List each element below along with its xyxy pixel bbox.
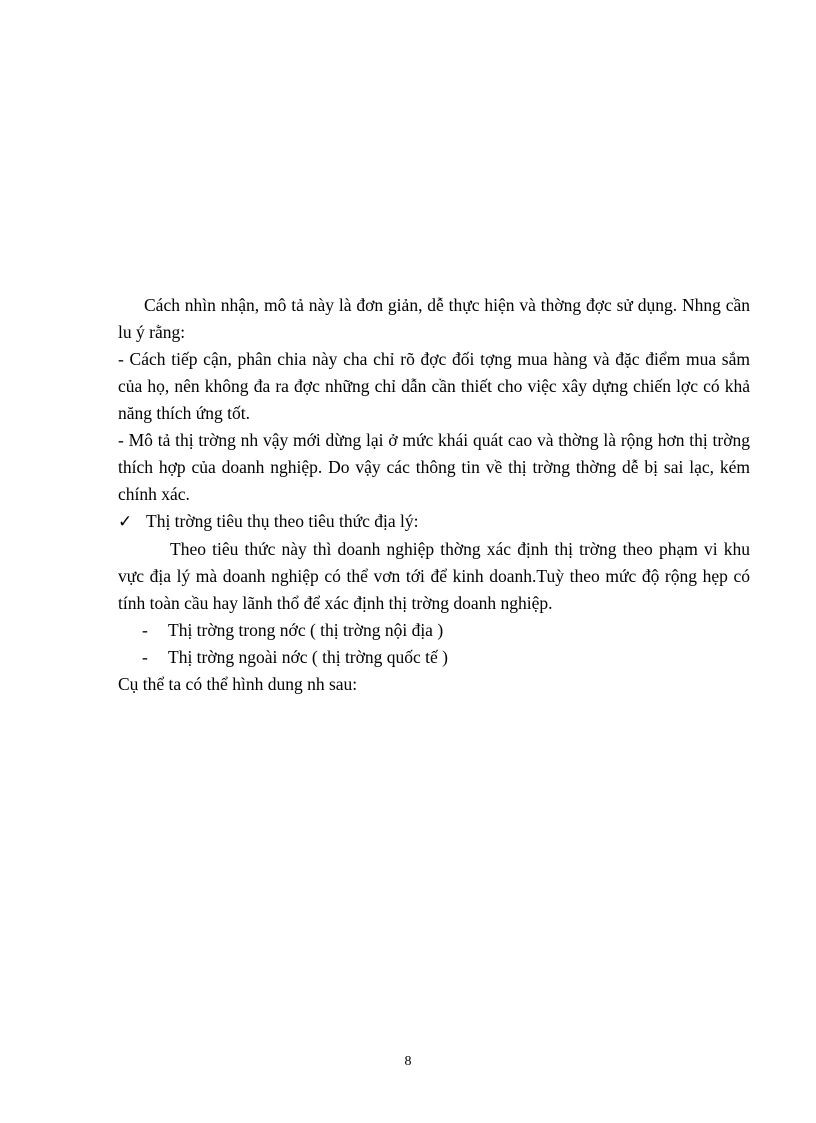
- checklist-item-geographic: [118, 508, 750, 536]
- paragraph-limitation-2: - Mô tả thị trờng nh vậy mới dừng lại ở mức khái quát cao và thờng là rộng hơn thị trờng thích hợp của doanh nghiệp. Do vậy các thông tin về thị trờng thờng dễ bị sai lạc, kém chính xác.: [118, 430, 750, 504]
- bullet-dash: -: [142, 647, 148, 667]
- paragraph-limitation-1: - Cách tiếp cận, phân chia này cha chỉ rõ đợc đối tợng mua hàng và đặc điểm mua sắm của họ, nên không đa ra đợc những chỉ dẫn cần thiết cho việc xây dựng chiến lợc có khả năng thích ứng tốt.: [118, 349, 750, 423]
- bullet-text: Thị trờng trong nớc ( thị trờng nội địa ): [168, 620, 444, 640]
- body-text: [118, 292, 750, 698]
- paragraph-closing: Cụ thể ta có thể hình dung nh sau:: [118, 674, 358, 694]
- paragraph-geographic-criteria: Theo tiêu thức này thì doanh nghiệp thờng xác định thị trờng theo phạm vi khu vực địa lý mà doanh nghiệp có thể vơn tới để kinh doanh.Tuỳ theo mức độ rộng hẹp có tính toàn cầu hay lãnh thổ để xác định thị trờng doanh nghiệp.: [118, 539, 750, 613]
- checkmark-icon: ✓: [118, 512, 133, 532]
- checklist-item-label: Thị trờng tiêu thụ theo tiêu thức địa lý:: [146, 511, 419, 531]
- bullet-foreign-market: [118, 644, 750, 671]
- bullet-text: Thị trờng ngoài nớc ( thị trờng quốc tế ): [168, 647, 448, 667]
- paragraph-intro: Cách nhìn nhận, mô tả này là đơn giản, dễ thực hiện và thờng đợc sử dụng. Nhng cần lu ý rằng:: [118, 295, 750, 342]
- bullet-domestic-market: [118, 617, 750, 644]
- bullet-dash: -: [142, 620, 148, 640]
- page-number: 8: [404, 1054, 412, 1069]
